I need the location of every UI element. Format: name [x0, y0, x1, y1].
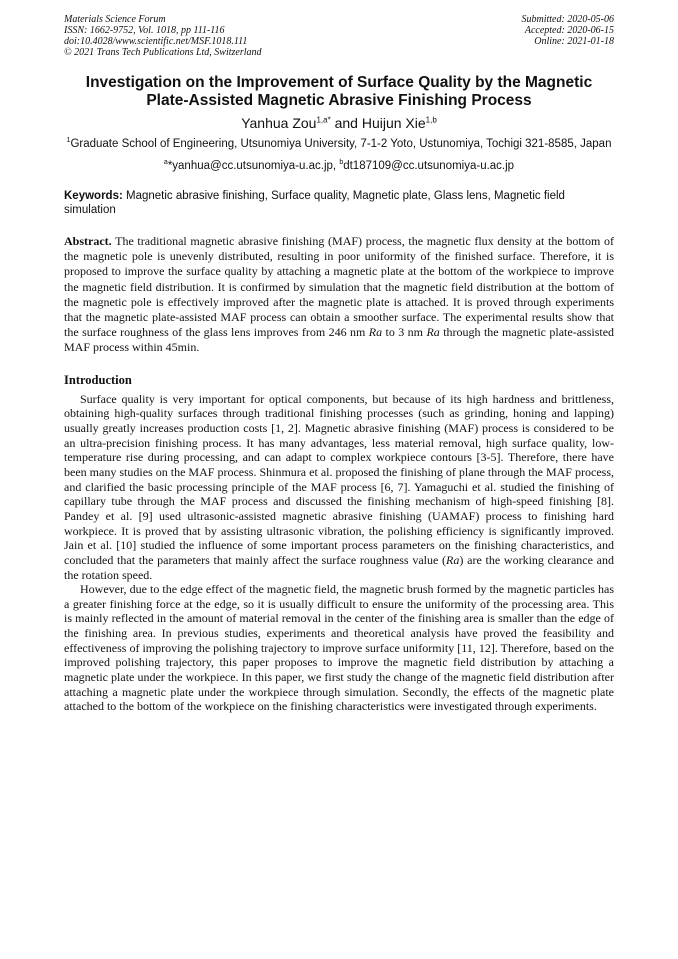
- keywords-label: Keywords:: [64, 190, 123, 202]
- journal-issn: ISSN: 1662-9752, Vol. 1018, pp 111-116: [64, 25, 225, 36]
- accepted-date: Accepted: 2020-06-15: [524, 25, 614, 36]
- abstract-text: through the magnetic plate-assisted MAF process within 45min.: [64, 325, 615, 355]
- author-list: [64, 114, 614, 132]
- email-link[interactable]: *yanhua@cc.utsunomiya-u.ac.jp,: [167, 160, 337, 172]
- submission-dates: [522, 14, 615, 58]
- ra-symbol: Ra: [368, 325, 383, 340]
- author-name: Yanhua Zou: [241, 115, 317, 131]
- keywords: [64, 189, 614, 217]
- introduction-paragraph-2: However, due to the edge effect of the magnetic field, the magnetic brush formed by the magnetic particles has a greater finishing force at the edge, so it is usually difficult to ensure the uniformity of the processing area. This is mainly reflected in the amount of material removal in the center of the finishing area is smaller than the edge of the finishing area. In previous studies, experiments and theoretical analysis have proved the feasibility and effectiveness of improving the polishing trajectory to improve surface uniformity [11, 12]. Therefore, based on the improved polishing trajectory, this paper proposes to improve the magnetic field distribution by attaching a magnetic plate under the workpiece. In this paper, we first study the change of the magnetic field distribution after attaching a magnetic plate under the workpiece through simulation. Secondly, the effects of the magnetic plate attached to the bottom of the workpiece on the finishing characteristics were investigated through experiments.: [64, 582, 614, 714]
- ra-symbol: Ra: [446, 552, 460, 567]
- abstract-label: Abstract.: [64, 234, 112, 248]
- author-name: Huijun Xie: [361, 115, 426, 131]
- affiliation-superscript: 1: [66, 137, 71, 145]
- paper-title: Investigation on the Improvement of Surface Quality by the Magnetic Plate-Assisted Magnetic Abrasive Finishing Process: [85, 74, 593, 109]
- abstract: [64, 234, 614, 356]
- ra-symbol: Ra: [426, 325, 440, 340]
- journal-info: [64, 14, 262, 58]
- journal-copyright: © 2021 Trans Tech Publications Ltd, Switzerland: [64, 47, 262, 58]
- submitted-date: Submitted: 2020-05-06: [521, 14, 614, 25]
- paragraph-text: ) are the working clearance and the rotation speed.: [64, 552, 614, 582]
- email-list: [64, 159, 614, 173]
- paragraph-text: Surface quality is very important for optical components, but because of its high hardness and brittleness, obtaining high-quality surfaces through traditional finishing processes (such as grinding, honing and lapping) usually greatly increases production costs [1, 2]. Magnetic abrasive finishing (MAF) process is considered to be an ultra-precision finishing process. It has many advantages, less material removal, high surface quality, low-temperature rise during processing, and can adapt to complex workpiece contours [3-5]. Therefore, there have been many studies on the MAF process. Shinmura et al. proposed the finishing of plane through the MAF process, and clarified the basic processing principle of the MAF process [6, 7]. Yamaguchi et al. studied the finishing of capillary tube through the MAF process and discussed the finishing mechanism of high-speed finishing [8]. Pandey et al. [9] used ultrasonic-assisted magnetic abrasive finishing (UAMAF) process to finishing hard workpiece. It is proved that by assisting ultrasonic vibration, the polishing efficiency is significantly improved. Jain et al. [10] studied the influence of some important process parameters on the finishing characteristics, and concluded that the parameters that mainly affect the surface roughness value (: [64, 391, 614, 567]
- email-superscript: b: [339, 159, 344, 167]
- journal-header: [64, 14, 614, 58]
- author-superscript: 1,a*: [316, 115, 331, 125]
- author-joiner: and: [334, 115, 358, 131]
- journal-name: Materials Science Forum: [64, 14, 166, 25]
- paper-page: [64, 14, 614, 714]
- abstract-text: The traditional magnetic abrasive finishing (MAF) process, the magnetic flux density at the bottom of the magnetic pole is unevenly distributed, resulting in poor uniformity of the finished surface. Therefore, it is proposed to improve the surface quality by attaching a magnetic plate at the bottom of the workpiece to improve the magnetic field distribution. It is confirmed by simulation that the magnetic field distribution at the bottom of the magnetic pole is effectively improved after the magnetic plate is attached. It is proved through experiments that the magnetic plate-assisted MAF process can obtain a smoother surface. The experimental results show that the surface roughness of the glass lens improves from 246 nm: [64, 234, 614, 340]
- keywords-text: Magnetic abrasive finishing, Surface quality, Magnetic plate, Glass lens, Magnetic field simulation: [64, 190, 565, 216]
- abstract-text: to 3 nm: [385, 325, 424, 340]
- section-heading-introduction: Introduction: [64, 372, 132, 387]
- online-date: Online: 2021-01-18: [534, 36, 614, 47]
- introduction-paragraph-1: [64, 392, 614, 583]
- email-link[interactable]: dt187109@cc.utsunomiya-u.ac.jp: [343, 160, 515, 172]
- affiliation: [64, 137, 614, 151]
- email-superscript: a: [163, 159, 168, 167]
- affiliation-text: Graduate School of Engineering, Utsunomiya University, 7-1-2 Yoto, Ustunomiya, Tochigi 321-8585, Japan: [70, 138, 612, 150]
- author-superscript: 1,b: [425, 115, 437, 125]
- journal-doi: doi:10.4028/www.scientific.net/MSF.1018.111: [64, 36, 248, 47]
